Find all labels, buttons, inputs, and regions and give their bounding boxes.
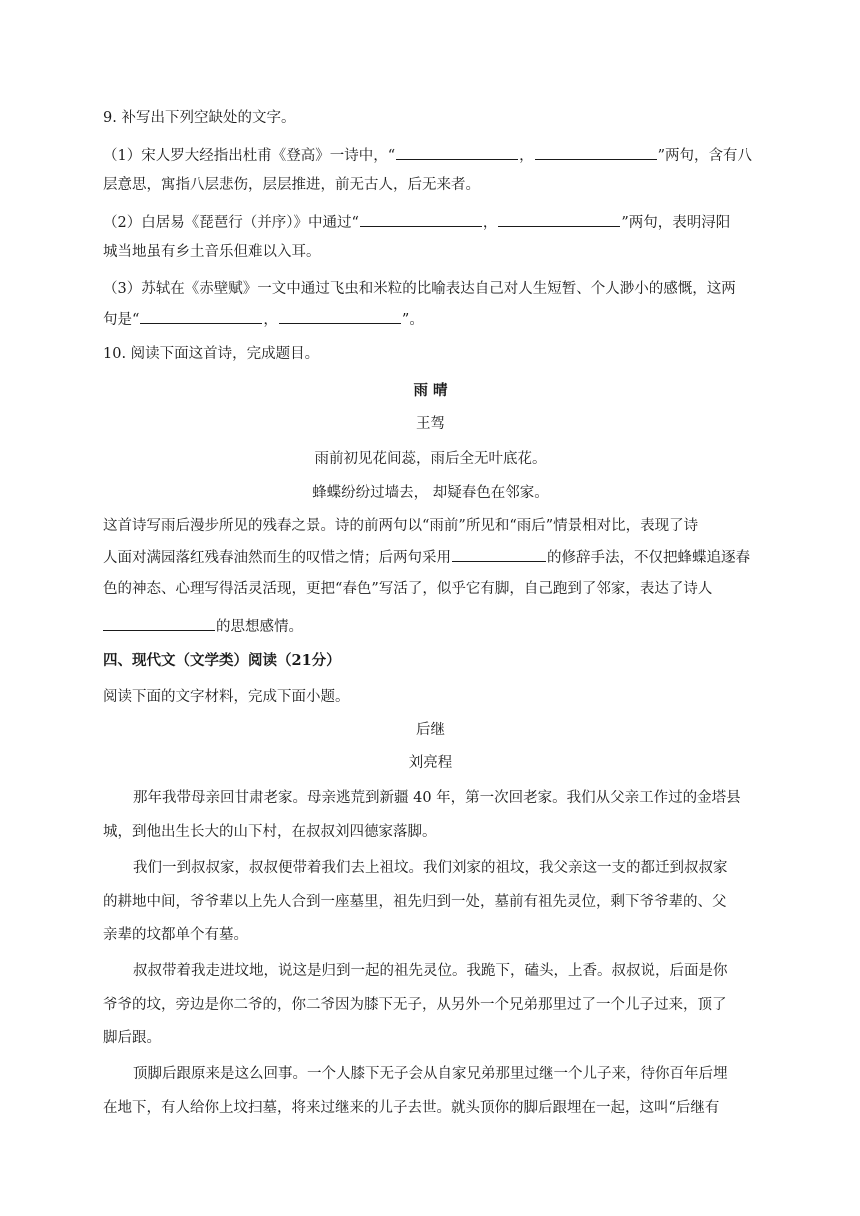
section-heading: 四、现代文（文学类）阅读（21分） xyxy=(103,652,341,669)
article-title: 后继 xyxy=(416,722,445,738)
q9-item1-line2: 层意思，寓指八层悲伤，层层推进，前无古人，后无来者。 xyxy=(103,177,480,193)
poem-title: 雨 晴 xyxy=(413,382,448,399)
poem-line-2: 蜂蝶纷纷过墙去， 却疑春色在邻家。 xyxy=(312,485,549,501)
answer-blank[interactable] xyxy=(396,145,518,160)
poem-line-1: 雨前初见花间蕊，雨后全无叶底花。 xyxy=(314,451,547,467)
q9-title: 9. 补写出下列空缺处的文字。 xyxy=(103,110,296,126)
q10-text-a: 人面对满园落红残春油然而生的叹惜之情；后两句采用 xyxy=(103,550,451,566)
q9-item1-line1 xyxy=(103,145,752,166)
answer-blank[interactable] xyxy=(535,145,657,160)
q9-item2-line2: 城当地虽有乡土音乐但难以入耳。 xyxy=(103,244,321,260)
article-author: 刘亮程 xyxy=(408,755,453,771)
paragraph-1-line2: 城，到他出生长大的山下村，在叔叔刘四德家落脚。 xyxy=(103,824,437,840)
paragraph-3-line2: 爷爷的坟，旁边是你二爷的，你二爷因为膝下无子，从另外一个兄弟那里过了一个儿子过来，顶了 xyxy=(103,997,727,1013)
paragraph-3-line3: 脚后跟。 xyxy=(103,1030,161,1046)
q9-item3-text-d: ”。 xyxy=(401,312,424,328)
q9-item3-text-b: 句是“ xyxy=(103,312,140,328)
q9-item1-text-a: （1）宋人罗大经指出杜甫《登高》一诗中，“ xyxy=(103,148,396,164)
q9-item2-text-b: ， xyxy=(482,215,498,231)
q9-item1-text-c: ”两句，含有八 xyxy=(657,148,753,164)
answer-blank[interactable] xyxy=(498,212,620,227)
poem-author: 王驾 xyxy=(416,416,445,432)
q9-item3-text-c: ， xyxy=(263,312,278,328)
section-instruction: 阅读下面的文字材料，完成下面小题。 xyxy=(103,689,350,705)
paragraph-1-line1: 那年我带母亲回甘肃老家。母亲逃荒到新疆 40 年，第一次回老家。我们从父亲工作过的金塔县 xyxy=(133,790,741,806)
paragraph-2-line2: 的耕地中间，爷爷辈以上先人合到一座墓里，祖先归到一处，墓前有祖先灵位，剩下爷爷辈的、父 xyxy=(103,894,727,910)
q10-title: 10. 阅读下面这首诗，完成题目。 xyxy=(103,346,320,362)
paragraph-4-line1: 顶脚后跟原来是这么回事。一个人膝下无子会从自家兄弟那里过继一个儿子来，待你百年后埋 xyxy=(133,1066,728,1082)
q10-paragraph-line4 xyxy=(103,616,303,637)
q9-item3-line2 xyxy=(103,309,424,330)
paragraph-4-line2: 在地下，有人给你上坟扫墓，将来过继来的儿子去世。就头顶你的脚后跟埋在一起，这叫“后继有 xyxy=(103,1100,720,1116)
q9-item3-line1: （3）苏轼在《赤壁赋》一文中通过飞虫和米粒的比喻表达自己对人生短暂、个人渺小的感慨，这两 xyxy=(103,281,736,297)
q9-item1-text-b: ， xyxy=(519,148,534,164)
answer-blank[interactable] xyxy=(452,547,546,562)
q10-paragraph-line2 xyxy=(103,547,750,568)
paragraph-3-line1: 叔叔带着我走进坟地，说这是归到一起的祖先灵位。我跪下，磕头，上香。叔叔说，后面是你 xyxy=(133,963,728,979)
paragraph-2-line3: 亲辈的坟都单个有墓。 xyxy=(103,927,248,943)
q10-text-c: 的思想感情。 xyxy=(216,619,303,635)
q10-paragraph-line3: 色的神态、心理写得活灵活现，更把“春色”写活了，似乎它有脚，自己跑到了邻家，表达了诗人 xyxy=(103,581,713,597)
answer-blank[interactable] xyxy=(140,309,262,324)
answer-blank[interactable] xyxy=(279,309,401,324)
q9-item2-text-a: （2）白居易《琵琶行（并序）》中通过“ xyxy=(103,215,359,231)
q10-paragraph-line1: 这首诗写雨后漫步所见的残春之景。诗的前两句以“雨前”所见和“雨后”情景相对比，表现了诗 xyxy=(103,518,699,534)
q9-item2-text-c: ”两句，表明浔阳 xyxy=(621,215,731,231)
q9-item2-line1 xyxy=(103,212,730,233)
answer-blank[interactable] xyxy=(360,212,482,227)
paragraph-2-line1: 我们一到叔叔家，叔叔便带着我们去上祖坟。我们刘家的祖坟，我父亲这一支的都迁到叔叔家 xyxy=(133,860,728,876)
q10-text-b: 的修辞手法，不仅把蜂蝶追逐春 xyxy=(547,550,750,566)
answer-blank[interactable] xyxy=(103,616,215,631)
